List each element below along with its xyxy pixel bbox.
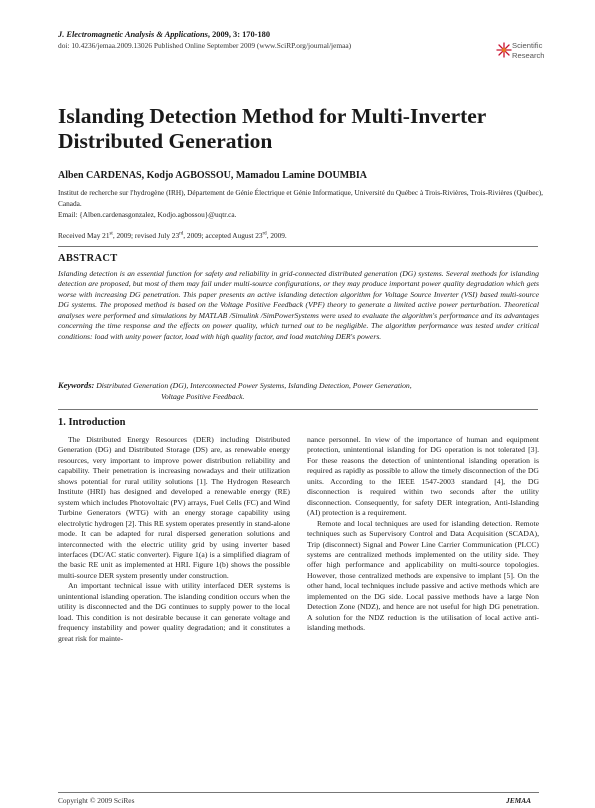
publisher-logo	[496, 38, 548, 78]
logo-text-research: Research	[512, 51, 545, 60]
volume-info: , 2009, 3: 170-180	[207, 30, 271, 39]
left-column	[58, 435, 290, 644]
paragraph: The Distributed Energy Resources (DER) including Distributed Generation (DG) and Distributed Storage (DS) are, as renewable energy resources, very important to improve power distribution reliability and capability. Their penetration is increasing nowadays and their utilization shows potential for rural utility solutions [1]. The Hydrogen Research Institute (HRI) has designed and developed a renewable energy (RE) system which includes Photovoltaic (PV) arrays, Fuel Cells (FC) and Wind Turbine Generators (WTG) with an energy storage capability using electrolytic hydrogen [2]. This RE system operates presently in stand-alone mode. It can be adapted for rural dispersed generation solutions and interconnected with the electric utility grid by using inverter based interfaces (DC/AC static converter). Figure 1(a) is a simplified diagram of the basic RE unit as implemented at HRI. Figure 1(b) shows the possible multi-source DER system presently under construction.	[58, 435, 290, 580]
received-sup-3: rd	[262, 231, 267, 237]
abstract-text: Islanding detection is an essential function for safety and reliability in grid-connected distributed generation (DG) systems. Several methods for islanding detection are proposed, but most of them may fail under multi-source configurations, or they may produce important power quality degradation which gets worse with increasing DG penetration. This paper presents an active islanding detection algorithm for Voltage Source Inverter (VSI) based multi-source DG systems. The proposed method is based on the Voltage Positive Feedback (VPF) theory to generate a limited active power perturbation. Theoretical analyses were performed and simulations by MATLAB /Simulink /SimPowerSystems were used to evaluate the algorithm's performance and its advantages concerning the time response and the effects on power quality, which turned out to be negligible. The algorithm performance was tested under critical conditions: load with unity power factor, load with high quality factor, and load matching DER's powers.	[58, 269, 539, 341]
received-dates	[58, 231, 287, 240]
abstract-top-rule	[58, 246, 538, 247]
paragraph: nance personnel. In view of the importance of human and equipment protection, unintentional islanding for DG operation is not tolerated [3]. For these reasons the detection of unintentional islanding operation is required as rapidly as possible to allow the timely disconnection of the DG units. According to the IEEE 1547-2003 standard [4], the DG disconnection is required within two seconds after the utility disconnection. Consequently, for safety DER integration, Anti-Islanding (AI) protection is a requirement.	[307, 435, 539, 518]
received-text-3: , 2009; accepted August 23	[183, 231, 263, 240]
journal-citation	[58, 30, 270, 39]
paragraph: An important technical issue with utility interfaced DER systems is unintentional islanding operation. The islanding condition occurs when the utility is disconnected and the DG continues to supply power to the local load. This condition is not desirable because it can generate voltage and frequency instability and power quality degradation; and it constitutes a great risk for mainte-	[58, 581, 290, 643]
section-heading-introduction: 1. Introduction	[58, 417, 126, 428]
right-column	[307, 435, 539, 634]
abstract-heading: ABSTRACT	[58, 253, 118, 264]
received-text-4: , 2009.	[266, 231, 287, 240]
logo-text-scientific: Scientific	[512, 41, 543, 50]
copyright: Copyright © 2009 SciRes	[58, 796, 135, 805]
received-text-1: Received May 21	[58, 231, 110, 240]
paragraph: Remote and local techniques are used for islanding detection. Remote techniques such as Supervisory Control and Data Acquisition (SCADA), Trip (disconnect) Signal and Power Line Carrier Communication (PLCC) systems are centralized methods implemented on the utility side. They offer high performance and applicability on multi-source topologies. However, those centralized methods are expensive to implant [5]. On the other hand, local techniques include passive and active methods which are implemented on the DG side. Local passive methods have a large Non Detection Zone (NDZ), and hence are not useful for high DG penetration. A solution for the NDZ reduction is the utilisation of local active anti-islanding methods.	[307, 518, 539, 633]
abstract-bottom-rule	[58, 409, 538, 410]
paper-title: Islanding Detection Method for Multi-Inverter Distributed Generation	[58, 104, 486, 153]
received-sup-2: rd	[179, 231, 184, 237]
keywords-line-2: Voltage Positive Feedback.	[161, 391, 245, 401]
authors: Alben CARDENAS, Kodjo AGBOSSOU, Mamadou Lamine DOUMBIA	[58, 170, 367, 181]
keywords-block	[58, 381, 539, 402]
doi-line[interactable]: doi: 10.4236/jemaa.2009.13026 Published Online September 2009 (www.SciRP.org/journal/jemaa)	[58, 41, 352, 50]
received-sup-1: st	[109, 231, 113, 237]
email-line[interactable]: Email: {Alben.cardenasgonzalez, Kodjo.agbossou}@uqtr.ca.	[58, 210, 237, 219]
footer-rule	[58, 792, 539, 793]
received-text-2: , 2009; revised July 23	[112, 231, 180, 240]
starburst-icon	[496, 42, 512, 58]
journal-abbreviation: JEMAA	[506, 796, 532, 805]
keywords-label: Keywords:	[58, 381, 95, 390]
keywords-line-1: Distributed Generation (DG), Interconnected Power Systems, Islanding Detection, Power Generation,	[96, 381, 412, 390]
affiliation: Institut de recherche sur l'hydrogène (IRH), Département de Génie Électrique et Génie Informatique, Université du Québec à Trois-Rivières, Trois-Rivières (Québec), Canada.	[58, 188, 543, 208]
journal-name: J. Electromagnetic Analysis & Applications	[58, 30, 208, 39]
